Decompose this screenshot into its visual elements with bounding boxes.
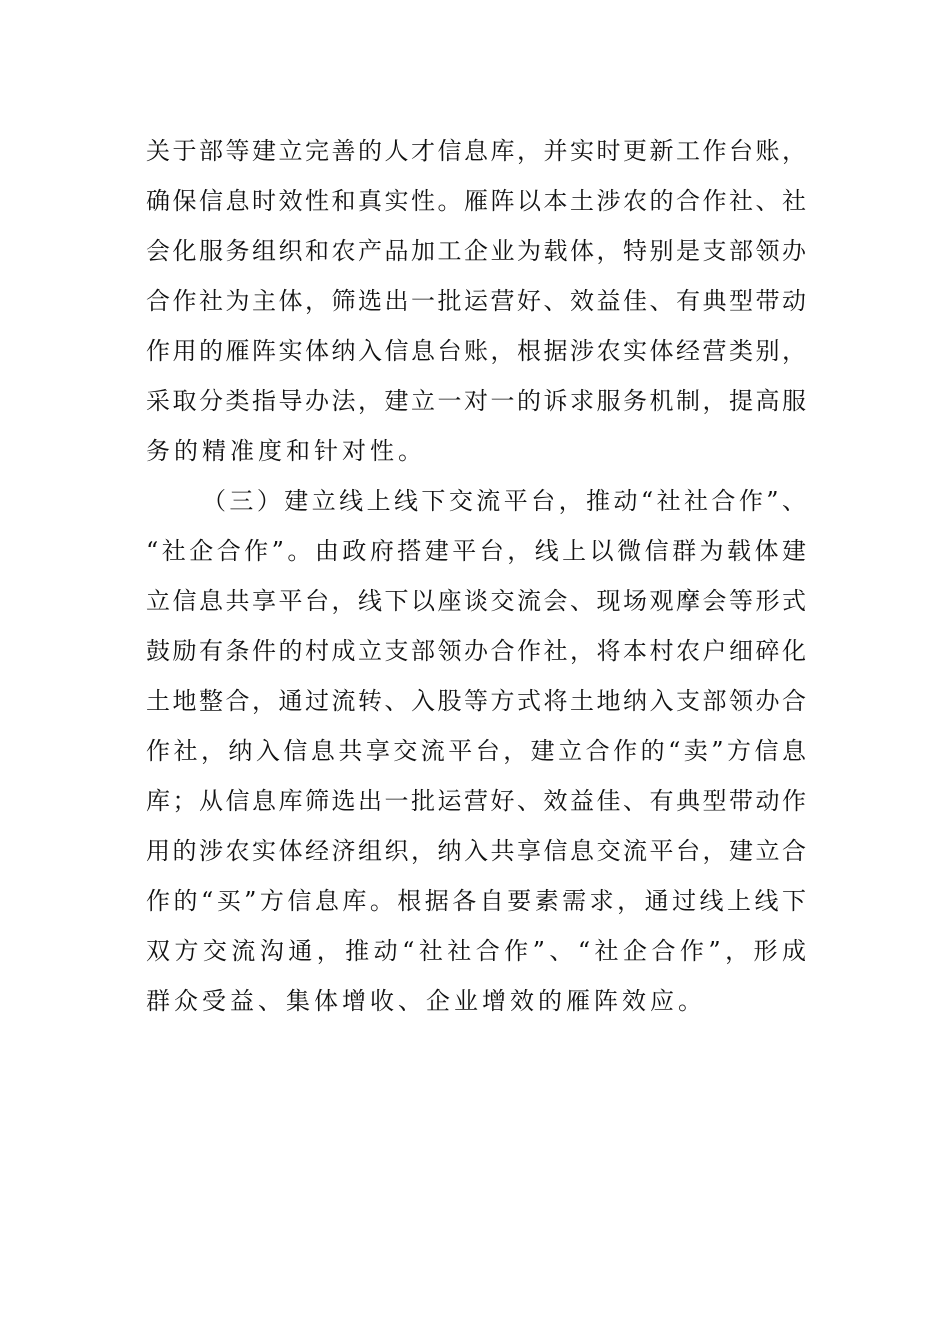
paragraph-2-line-11: 群众受益、集体增收、企业增效的雁阵效应。 bbox=[146, 987, 706, 1015]
paragraph-2-line-8: 用的涉农实体经济组织，纳入共享信息交流平台，建立合 bbox=[146, 837, 806, 865]
paragraph-1-line-2: 确保信息时效性和真实性。雁阵以本土涉农的合作社、社 bbox=[146, 187, 806, 215]
paragraph-2-line-9: 作的“买”方信息库。根据各自要素需求，通过线上线下 bbox=[146, 887, 806, 915]
paragraph-2-line-10: 双方交流沟通，推动“社社合作”、“社企合作”，形成 bbox=[146, 937, 806, 965]
paragraph-2-line-6: 作社，纳入信息共享交流平台，建立合作的“卖”方信息 bbox=[146, 737, 806, 765]
paragraph-1-line-7: 务的精准度和针对性。 bbox=[146, 437, 426, 465]
paragraph-2-line-3: 立信息共享平台，线下以座谈交流会、现场观摩会等形式 bbox=[146, 587, 806, 615]
paragraph-1-line-1: 关于部等建立完善的人才信息库，并实时更新工作台账， bbox=[146, 137, 806, 165]
paragraph-2-line-7: 库；从信息库筛选出一批运营好、效益佳、有典型带动作 bbox=[146, 787, 806, 815]
paragraph-1-line-3: 会化服务组织和农产品加工企业为载体，特别是支部领办 bbox=[146, 237, 806, 265]
paragraph-1-line-4: 合作社为主体，筛选出一批运营好、效益佳、有典型带动 bbox=[146, 287, 806, 315]
paragraph-1-line-5: 作用的雁阵实体纳入信息台账，根据涉农实体经营类别， bbox=[146, 337, 806, 365]
paragraph-2-line-5: 土地整合，通过流转、入股等方式将土地纳入支部领办合 bbox=[146, 687, 806, 715]
paragraph-2-line-1: （三）建立线上线下交流平台，推动“社社合作”、 bbox=[202, 487, 806, 515]
paragraph-2-line-2: “社企合作”。由政府搭建平台，线上以微信群为载体建 bbox=[146, 537, 806, 565]
paragraph-1-line-6: 采取分类指导办法，建立一对一的诉求服务机制，提高服 bbox=[146, 387, 806, 415]
paragraph-2-line-4: 鼓励有条件的村成立支部领办合作社，将本村农户细碎化 bbox=[146, 637, 806, 665]
